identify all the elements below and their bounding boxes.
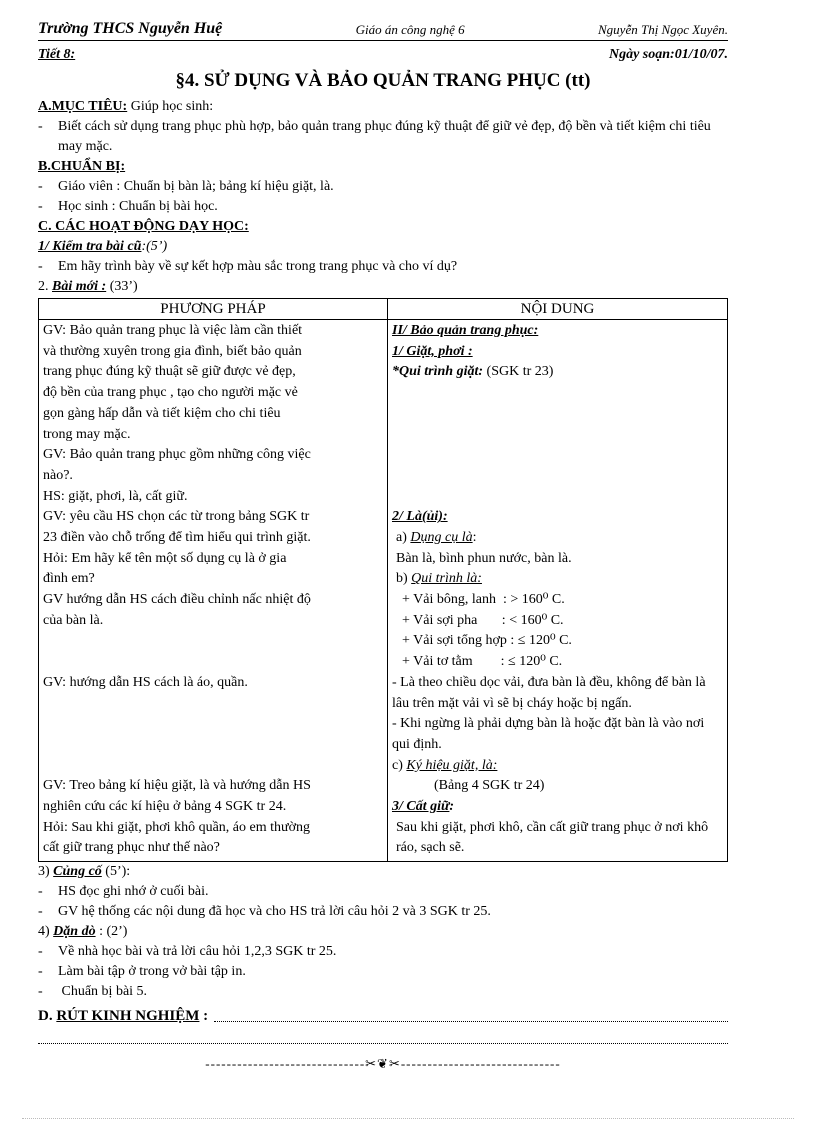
document-page [38,20,728,1072]
content-column-header: NỘI DUNG [388,299,728,320]
symbols-text: (Bảng 4 SGK tr 24) [434,778,545,794]
store-text: Sau khi giặt, phơi khô, cần cất giữ trang phục ở nơi khô ráo, sạch sẽ. [396,819,709,856]
tools-prefix: a) [396,529,411,545]
review-dotted-line-2 [38,1042,728,1044]
method-line: nào?. [43,467,73,483]
check-label: 1/ Kiểm tra bài cũ [38,239,142,254]
lesson-meta [38,47,728,63]
new-lesson-num: 2. [38,279,52,294]
wash-label-text: 1/ Giặt, phơi : [392,343,473,359]
review-colon: : [199,1008,209,1025]
page-title: §4. SỬ DỤNG VÀ BẢO QUẢN TRANG PHỤC (tt) [175,70,591,91]
method-cell [39,320,388,862]
new-lesson-label: Bài mới : [52,279,107,294]
method-line: GV: Treo bảng kí hiệu giặt, là và hướng dẫn HS [43,778,311,794]
objectives-intro: Giúp học sinh: [127,99,214,114]
new-lesson-line [38,277,728,297]
prep-heading-line [38,157,728,177]
iron-proc-line [392,569,723,590]
method-line: và thường xuyên trong gia đình, biết bảo quản [43,343,302,359]
lesson-number: Tiết 8: [38,47,76,62]
review-dotted-line [214,1020,728,1022]
objectives-heading: A.MỤC TIÊU: [38,99,128,114]
method-line [43,694,383,715]
homework-label: Dặn dò [53,924,96,940]
page-header [38,20,728,41]
method-line: trong may mặc. [43,426,131,442]
method-line [43,735,383,756]
method-line [43,714,383,735]
temp-row: + Vải tơ tằm : ≤ 120⁰ C. [402,654,563,670]
prep-date [609,47,728,63]
tools-label: Dụng cụ là [410,529,473,545]
list-item: - Chuẩn bị bài 5. [38,982,728,1002]
store-label-line [392,797,723,818]
iron-label-text: 2/ Là(ủi): [392,509,448,525]
wash-procedure [392,362,723,383]
wash-proc-text: (SGK tr 23) [483,364,554,380]
iron-note-2: - Khi ngừng là phải dựng bàn là hoặc đặt bàn là vào nơi qui định. [392,716,705,752]
check-question: Em hãy trình bày về sự kết hợp màu sắc trong trang phục và cho ví dụ? [58,259,458,274]
list-item: - Em hãy trình bày về sự kết hợp màu sắc trong trang phục và cho ví dụ? [38,257,728,277]
consolidate-item: GV hệ thống các nội dung đã học và cho HS trả lời câu hỏi 2 và 3 SGK tr 25. [58,904,491,920]
iproc-prefix: b) [396,571,412,587]
wash-proc-label: *Qui trình giặt: [392,364,484,380]
wash-label [392,342,723,363]
method-line: HS: giặt, phơi, là, cất giữ. [43,488,188,504]
temp-row: + Vải sợi pha : < 160⁰ C. [402,612,564,628]
symbols-line [392,756,723,777]
method-line: GV: Bảo quản trang phục là việc làm cần thiết [43,323,303,338]
store-label: 3/ Cất giữ [392,799,450,815]
objective-text: Biết cách sử dụng trang phục phù hợp, bảo quản trang phục đúng kỹ thuật để giữ vẻ đẹp, độ bền và tiết kiệm chi tiêu may mặc. [58,119,711,154]
sym-prefix: c) [392,757,407,773]
method-line: GV: yêu cầu HS chọn các từ trong bảng SGK tr [43,509,310,525]
footer-ornament: ------------------------------✂❦✂------------------------------ [205,1056,561,1072]
list-item: - HS đọc ghi nhớ ở cuối bài. [38,882,728,902]
method-line: trang phục đúng kỹ thuật sẽ giữ được vẻ đẹp, [43,364,296,380]
method-line [43,756,383,777]
tools-line [392,528,723,549]
lesson-table [38,298,728,862]
method-line: của bàn là. [43,612,104,628]
method-line: 23 điền vào chỗ trống để tìm hiểu qui trình giặt. [43,530,311,546]
store-colon: : [449,799,455,815]
list-item: - Về nhà học bài và trả lời câu hỏi 1,2,3 SGK tr 25. [38,942,728,962]
sym-label: Ký hiệu giặt, là: [406,757,498,773]
homework-time: : (2’) [95,924,128,940]
method-line: GV hướng dẫn HS cách điều chỉnh nấc nhiệt độ [43,592,311,608]
method-line [43,652,383,673]
review-line [38,1006,728,1026]
new-lesson-time: (33’) [106,279,138,294]
method-line: cất giữ trang phục như thế nào? [43,840,220,856]
activities-heading-line [38,217,728,237]
homework-heading [38,922,728,942]
method-line: nghiên cứu các kí hiệu ở bảng 4 SGK tr 24. [43,799,287,815]
tools-text: Bàn là, bình phun nước, bàn là. [396,550,572,566]
table-header-row [39,299,728,320]
temp-row: + Vải sợi tổng hợp : ≤ 120⁰ C. [402,633,572,649]
temp-row: + Vải bông, lanh : > 160⁰ C. [402,592,565,608]
method-line: độ bền của trang phục , tạo cho người mặc vẻ [43,385,298,401]
sec2-label [392,321,723,342]
list-item: - Giáo viên : Chuẩn bị bàn là; bảng kí hiệu giặt, là. [38,177,728,197]
content-cell [388,320,728,862]
prep-teacher: Giáo viên : Chuẩn bị bàn là; bảng kí hiệu giặt, là. [58,179,334,194]
method-line: đình em? [43,571,95,587]
check-time: :(5’) [141,239,168,254]
homework-item: Làm bài tập ở trong vở bài tập in. [58,964,246,980]
iproc-label: Qui trình là: [411,571,482,587]
prep-date-value: 01/10/07. [674,47,728,62]
review-heading [38,1006,208,1026]
consolidate-label: Củng cố [53,864,102,880]
list-item: - GV hệ thống các nội dung đã học và cho HS trả lời câu hỏi 2 và 3 SGK tr 25. [38,902,728,922]
iron-label [392,507,723,528]
prep-date-label: Ngày soạn: [608,47,675,62]
tools-colon: : [472,529,477,545]
method-line: Hỏi: Em hãy kể tên một số dụng cụ là ở gia [43,550,287,566]
method-line [43,632,383,653]
check-heading-line [38,237,728,257]
page-bottom-rule [22,1118,794,1119]
prep-heading: B.CHUẨN BỊ: [38,159,126,174]
method-line: Hỏi: Sau khi giặt, phơi khô quần, áo em thường [43,819,310,835]
list-item: - Làm bài tập ở trong vở bài tập in. [38,962,728,982]
list-item: - Biết cách sử dụng trang phục phù hợp, bảo quản trang phục đúng kỹ thuật để giữ vẻ đẹp, độ bền và tiết kiệm chi tiêu may mặc. [38,117,728,157]
subject-name: Giáo án công nghệ 6 [355,22,465,37]
consolidate-heading [38,862,728,882]
iron-note-1: - Là theo chiều dọc vải, đưa bàn là đều, không để bàn là lâu trên mặt vải vì sẽ bị cháy hoặc bị ngấn. [392,674,706,711]
method-line: GV: Bảo quản trang phục gồm những công việc [43,447,311,463]
sec2-label-text: II/ Bảo quản trang phục: [392,323,539,338]
author-name: Nguyễn Thị Ngọc Xuyên. [598,22,728,37]
table-row [39,320,728,862]
activities-heading: C. CÁC HOẠT ĐỘNG DẠY HỌC: [38,219,249,234]
consolidate-item: HS đọc ghi nhớ ở cuối bài. [58,884,209,900]
homework-num: 4) [38,924,54,940]
method-line: gọn gàng hấp dẫn và tiết kiệm cho chi tiêu [43,405,281,421]
method-column-header: PHƯƠNG PHÁP [39,299,388,320]
consolidate-num: 3) [38,864,54,880]
objectives-heading-line [38,97,728,117]
consolidate-time: (5’): [101,864,131,880]
prep-student: Học sinh : Chuẩn bị bài học. [58,199,218,214]
homework-item: Về nhà học bài và trả lời câu hỏi 1,2,3 SGK tr 25. [58,944,337,960]
homework-item: Chuẩn bị bài 5. [58,984,148,1000]
review-prefix: D. [38,1008,57,1025]
method-line: GV: hướng dẫn HS cách là áo, quần. [43,674,248,690]
school-name: Trường THCS Nguyễn Huệ [38,20,223,37]
review-label: RÚT KINH NGHIỆM [56,1008,200,1025]
list-item: - Học sinh : Chuẩn bị bài học. [38,197,728,217]
